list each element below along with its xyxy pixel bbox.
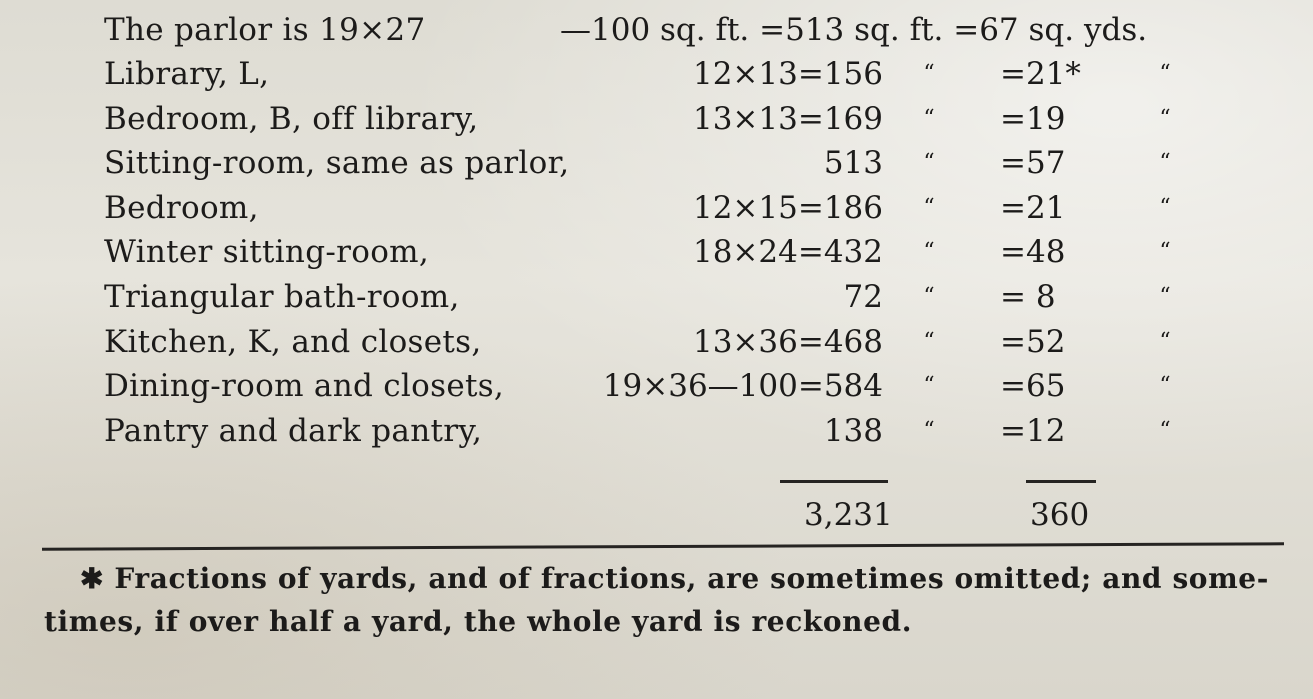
square-feet-calc: 18×24=432 [692,234,883,271]
footnote-line-1: ✱ Fractions of yards, and of fractions, are sometimes omitted; and some- [80,562,1269,595]
room-description: Sitting-room, same as parlor, [104,145,570,182]
room-row [0,275,1313,319]
square-yards-value: =12 [1000,412,1066,449]
square-feet-calc: 13×13=169 [692,100,883,137]
room-row [0,230,1313,274]
ditto-mark-sqyd: “ [1159,150,1171,176]
ditto-mark-sqft: “ [923,194,935,220]
parlor-row [0,8,1313,52]
ditto-mark-sqyd: “ [1159,328,1171,354]
ditto-mark-sqft: “ [923,373,935,399]
sqyd-total-rule [1026,480,1096,483]
ditto-mark-sqyd: “ [1159,373,1171,399]
square-yards-value: =21* [1000,56,1081,92]
ditto-mark-sqft: “ [923,61,935,86]
square-feet-calc: 138 [823,412,883,449]
room-row [0,97,1313,141]
ditto-mark-sqyd: “ [1159,417,1171,443]
room-description: Dining-room and closets, [104,368,505,405]
footnote-rule [42,542,1284,550]
square-feet-calc: 513 [823,145,883,182]
ditto-mark-sqft: “ [923,284,935,309]
ditto-mark-sqft: “ [923,105,935,131]
room-description: Bedroom, [104,189,259,226]
room-row [0,320,1313,364]
room-description: Pantry and dark pantry, [104,412,483,449]
room-description: Triangular bath-room, [104,279,460,315]
square-yards-value: = 8 [1000,279,1056,315]
sqyd-total: 360 [1030,497,1090,533]
square-feet-calc: 19×36—100=584 [602,368,883,405]
parlor-calc: —100 sq. ft. =513 sq. ft. =67 sq. yds. [560,12,1148,48]
ditto-mark-sqft: “ [923,328,935,354]
room-description: Bedroom, B, off library, [104,100,479,137]
square-feet-calc: 12×15=186 [692,189,883,226]
square-yards-value: =65 [1000,368,1066,405]
ditto-mark-sqft: “ [923,239,935,265]
room-row [0,52,1313,96]
sqft-total-rule [780,480,888,483]
room-description: Winter sitting-room, [104,234,430,271]
room-row [0,186,1313,230]
square-yards-value: =57 [1000,145,1066,182]
ditto-mark-sqyd: “ [1159,61,1171,86]
footnote-line-2: times, if over half a yard, the whole yard is reckoned. [44,605,913,638]
square-yards-value: =19 [1000,100,1066,137]
ditto-mark-sqft: “ [923,150,935,176]
ditto-mark-sqyd: “ [1159,239,1171,265]
ditto-mark-sqyd: “ [1159,105,1171,131]
square-feet-calc: 13×36=468 [692,323,883,360]
room-description: Kitchen, K, and closets, [104,323,482,360]
sqft-total: 3,231 [804,497,893,533]
square-yards-value: =48 [1000,234,1066,271]
parlor-label: The parlor is 19×27 [104,12,426,48]
square-feet-calc: 12×13=156 [692,56,883,92]
ditto-mark-sqyd: “ [1159,284,1171,309]
square-feet-calc: 72 [843,279,883,315]
room-description: Library, L, [104,56,270,92]
room-row [0,364,1313,408]
room-row [0,409,1313,453]
square-yards-value: =21 [1000,189,1066,226]
room-row [0,141,1313,185]
square-yards-value: =52 [1000,323,1066,360]
ditto-mark-sqft: “ [923,417,935,443]
ditto-mark-sqyd: “ [1159,194,1171,220]
